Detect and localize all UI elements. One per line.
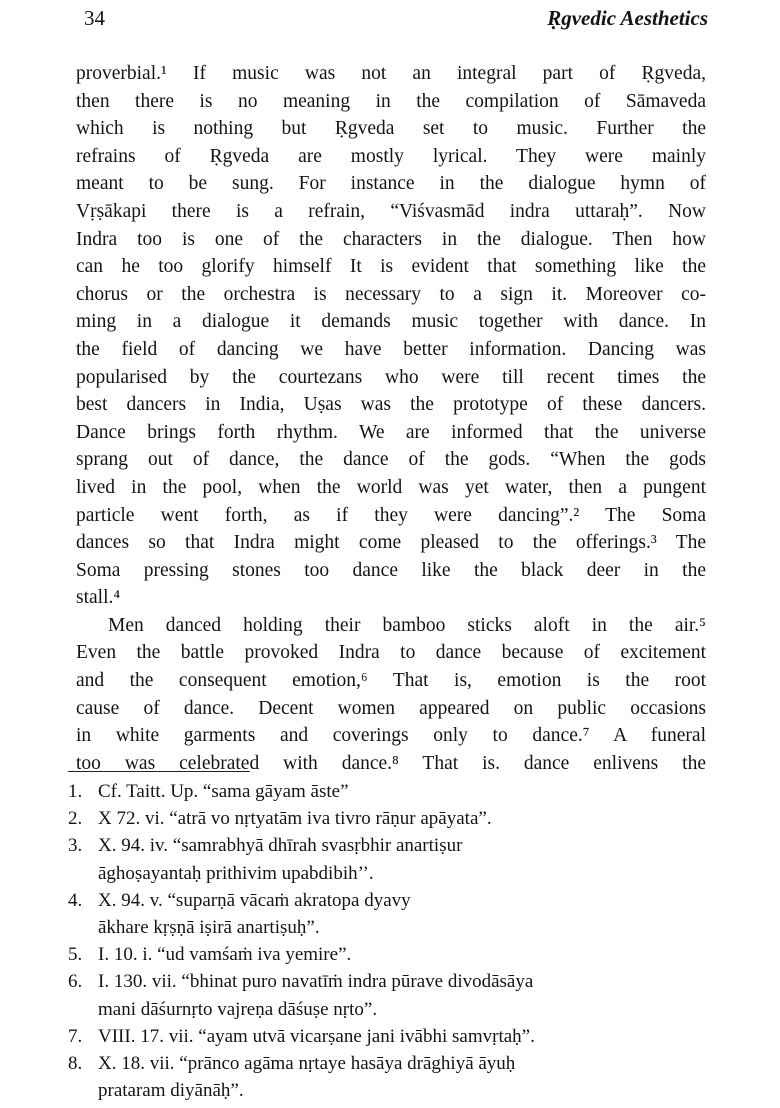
body-line: sprang out of dance, the dance of the gods. “When the gods [76,449,706,471]
body-line: in white garments and coverings only to dance.⁷ A funeral [76,725,706,747]
footnote-item [68,832,728,859]
body-line: and the consequent emotion,⁶ That is, emotion is the root [76,670,706,692]
footnote-number: 2. [68,808,83,830]
body-line: lived in the pool, when the world was yet water, then a pungent [76,476,706,498]
footnote-number: 6. [68,971,83,993]
footnotes [68,778,728,1104]
footnote-item [68,941,728,968]
body-line: the field of dancing we have better information. Dancing was [76,338,706,360]
body-line: cause of dance. Decent women appeared on public occasions [76,697,706,719]
body-line: Men danced holding their bamboo sticks aloft in the air.⁵ [108,614,706,636]
footnote-text: X. 94. v. “suparṇā vācaṁ akratopa dyavy [98,889,411,911]
footnote-item [68,887,728,914]
body-line: which is nothing but Ṛgveda set to music. Further the [76,118,706,140]
footnote-continuation: mani dāśurnṛto vajreṇa dāśuṣe nṛto”. [98,998,378,1020]
body-line: Soma pressing stones too dance like the black deer in the [76,559,706,581]
body-line: chorus or the orchestra is necessary to a sign it. Moreover co- [76,283,706,305]
footnote-text: X. 94. iv. “samrabhyā dhīrah svasṛbhir anartiṣur [98,835,463,857]
page-number: 34 [84,6,105,30]
footnote-item [68,968,728,995]
footnote-continuation: āghoṣayantaḥ prithivim upabdibih’’. [98,862,374,884]
footnote-text: I. 130. vii. “bhinat puro navatīṁ indra pūrave divodāsāya [98,971,534,993]
footnote-number: 5. [68,944,83,966]
footnote-continuation: prataram diyānāḥ”. [98,1080,244,1102]
footnote-number: 1. [68,781,83,802]
body-line: popularised by the courtezans who were till recent times the [76,366,706,388]
footnote-number: 8. [68,1052,83,1074]
body-line: dances so that Indra might come pleased to the offerings.³ The [76,532,706,554]
footnote-item [68,1050,728,1077]
footnote-text: I. 10. i. “ud vamśaṁ iva yemire”. [98,944,352,966]
footnote-item [68,805,728,832]
body-line: Vṛṣākapi there is a refrain, “Viśvasmād indra uttaraḥ”. Now [76,200,706,222]
footnote-text: X 72. vi. “atrā vo nṛtyatām iva tivro rāṇur apāyata”. [98,808,492,830]
body-line: too was celebrated with dance.⁸ That is. dance enlivens the [76,752,706,774]
footnote-divider [68,771,250,772]
footnote-item [68,778,728,805]
body-line: proverbial.¹ If music was not an integral part of Ṛgveda, [76,63,706,84]
footnote-text: Cf. Taitt. Up. “sama gāyam āste” [98,781,349,802]
footnote-continuation: ākhare kṛṣṇā iṣirā anartiṣuḥ”. [98,916,320,938]
body-line: can he too glorify himself It is evident that something like the [76,256,706,278]
footnote-number: 7. [68,1025,83,1047]
body-line: then there is no meaning in the compilation of Sāmaveda [76,90,706,112]
footnote-number: 4. [68,889,83,911]
body-line: particle went forth, as if they were dancing”.² The Soma [76,504,706,526]
footnote-number: 3. [68,835,83,857]
running-title: Ṛgvedic Aesthetics [547,6,708,30]
body-line: Even the battle provoked Indra to dance because of excitement [76,642,706,664]
footnote-text: X. 18. vii. “prānco agāma nṛtaye hasāya drāghiyā āyuḥ [98,1052,516,1074]
footnote-item [68,1023,728,1050]
body-line: refrains of Ṛgveda are mostly lyrical. They were mainly [76,145,706,167]
body-line: meant to be sung. For instance in the dialogue hymn of [76,173,706,195]
body-line: best dancers in India, Uṣas was the prototype of these dancers. [76,394,706,416]
body-line: Dance brings forth rhythm. We are informed that the universe [76,421,706,443]
body-line: stall.⁴ [76,587,121,609]
body-line: ming in a dialogue it demands music together with dance. In [76,311,706,333]
body-text [76,60,706,777]
footnote-text: VIII. 17. vii. “ayam utvā vicarṣane jani ivābhi samvṛtaḥ”. [98,1025,535,1047]
body-line: Indra too is one of the characters in the dialogue. Then how [76,228,706,250]
